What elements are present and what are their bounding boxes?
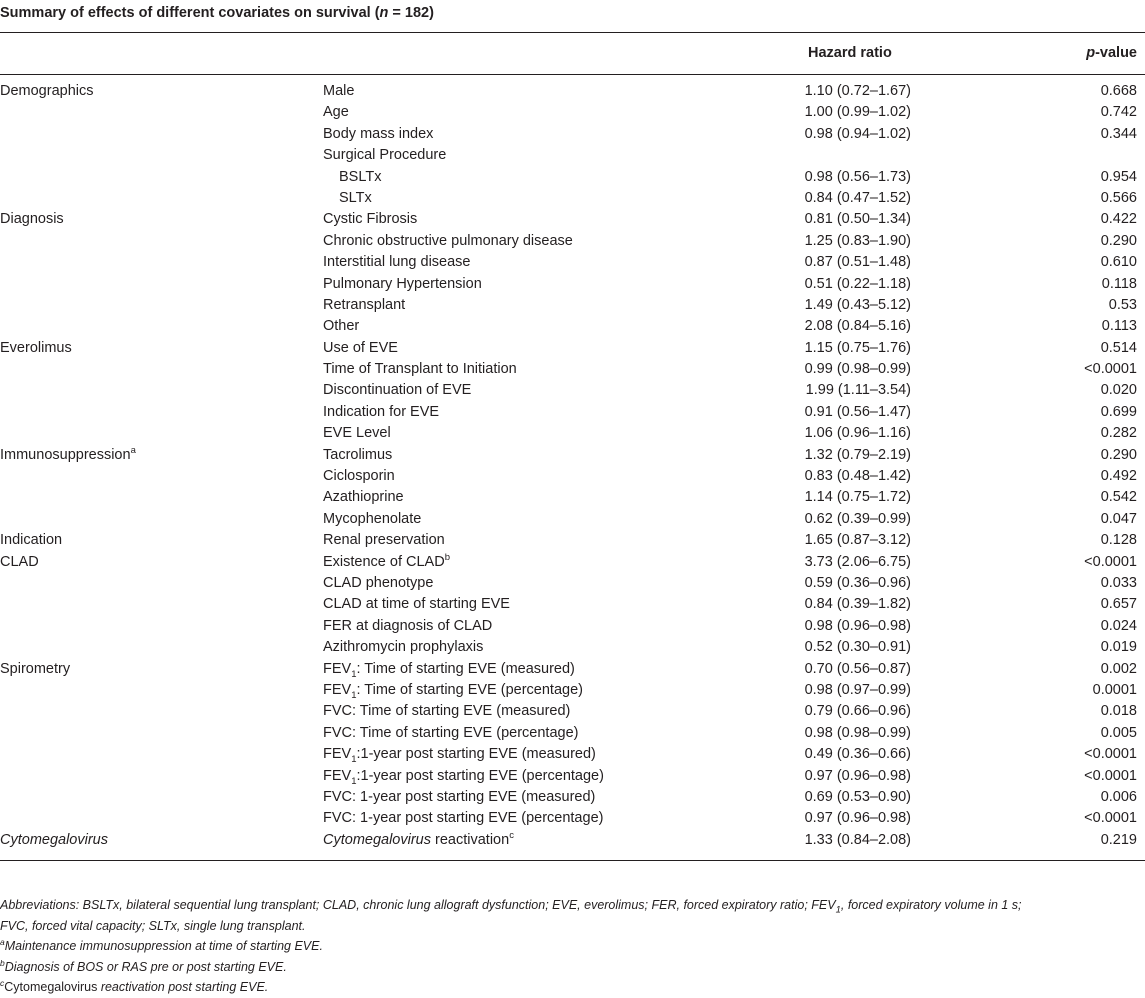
row-group-label: Demographics	[0, 83, 94, 99]
row-hazard-ratio: 0.98 (0.94–1.02)	[804, 125, 911, 142]
row-hazard-ratio: 0.51 (0.22–1.18)	[804, 275, 911, 292]
row-variable-label: Azathioprine	[323, 489, 404, 506]
table-row	[0, 252, 1145, 273]
table-row	[0, 466, 1145, 487]
row-variable-label: SLTx	[339, 189, 372, 206]
row-hazard-ratio: 0.98 (0.97–0.99)	[804, 681, 911, 698]
row-p-value: 0.113	[1101, 318, 1137, 335]
table-row	[0, 573, 1145, 594]
row-hazard-ratio: 0.87 (0.51–1.48)	[804, 254, 911, 271]
table-row	[0, 359, 1145, 380]
table-row	[0, 445, 1145, 466]
row-group-label: Diagnosis	[0, 211, 64, 228]
row-variable-label: Retransplant	[323, 296, 406, 313]
row-p-value: 0.002	[1100, 660, 1137, 677]
row-hazard-ratio: 0.52 (0.30–0.91)	[804, 639, 911, 656]
row-p-value: 0.219	[1100, 831, 1137, 848]
row-hazard-ratio: 1.00 (0.99–1.02)	[804, 104, 911, 121]
footnote-abbreviations-cont: FVC, forced vital capacity; SLTx, single lung transplant.	[0, 918, 306, 933]
row-p-value: 0.954	[1100, 168, 1137, 185]
row-p-value: 0.344	[1100, 125, 1137, 142]
row-variable-label: Cytomegalovirus reactivation$^c$	[323, 829, 514, 848]
row-variable-label: Azithromycin prophylaxis	[323, 639, 484, 656]
row-variable-label: FER at diagnosis of CLAD	[323, 617, 493, 634]
row-variable-label: Other	[323, 318, 360, 335]
table-body	[0, 81, 1145, 851]
row-p-value: 0.492	[1100, 468, 1137, 485]
table-title: Summary of effects of different covariates on survival (n = 182)	[0, 5, 434, 21]
row-hazard-ratio: 0.97 (0.96–0.98)	[804, 810, 911, 827]
row-group-label: Everolimus	[0, 339, 72, 356]
table-row	[0, 81, 1145, 102]
table-row	[0, 423, 1145, 444]
row-p-value: 0.0001	[1092, 681, 1137, 698]
table-row	[0, 744, 1145, 765]
row-hazard-ratio: 2.08 (0.84–5.16)	[804, 318, 911, 335]
row-hazard-ratio: 1.99 (1.11–3.54)	[805, 382, 911, 399]
table-row	[0, 380, 1145, 401]
row-p-value: 0.742	[1100, 104, 1137, 121]
row-group-label: Immunosuppression$^a$	[0, 444, 136, 463]
bottom-rule	[0, 860, 1145, 861]
row-p-value: 0.668	[1100, 83, 1137, 99]
table-row	[0, 530, 1145, 551]
row-p-value: 0.118	[1101, 275, 1137, 292]
table-row	[0, 402, 1145, 423]
table-row	[0, 102, 1145, 123]
row-variable-label: $FEV_1:1$-year post starting EVE (measured)	[323, 746, 596, 765]
table-row	[0, 787, 1145, 808]
row-variable-label: EVE Level	[323, 425, 391, 442]
footnote-c: $^c$Cytomegalovirus reactivation post starting EVE.	[0, 977, 269, 994]
row-p-value: 0.610	[1100, 254, 1137, 271]
row-hazard-ratio: 0.69 (0.53–0.90)	[804, 788, 911, 805]
row-hazard-ratio: 0.49 (0.36–0.66)	[804, 746, 911, 763]
row-group-label: Cytomegalovirus	[0, 831, 108, 848]
table-row	[0, 616, 1145, 637]
row-p-value: 0.566	[1100, 189, 1137, 206]
row-hazard-ratio: 1.32 (0.79–2.19)	[804, 446, 911, 463]
row-hazard-ratio: 0.98 (0.98–0.99)	[804, 724, 911, 741]
table-row	[0, 594, 1145, 615]
footnote-b: $^b$Diagnosis of BOS or RAS pre or post starting EVE.	[0, 957, 287, 974]
table-row	[0, 552, 1145, 573]
table-row	[0, 487, 1145, 508]
row-hazard-ratio: 0.81 (0.50–1.34)	[804, 211, 911, 228]
row-variable-label: Body mass index	[323, 125, 434, 142]
row-variable-label: Male	[323, 83, 355, 99]
table-row	[0, 231, 1145, 252]
row-hazard-ratio: 1.06 (0.96–1.16)	[804, 425, 911, 442]
row-variable-label: Mycophenolate	[323, 510, 422, 527]
row-variable-label: Age	[323, 104, 349, 121]
row-variable-label: Pulmonary Hypertension	[323, 275, 482, 292]
row-variable-label: FVC: 1-year post starting EVE (measured)	[323, 788, 596, 805]
header-hazard-ratio: Hazard ratio	[808, 45, 892, 61]
row-p-value: <0.0001	[1084, 746, 1137, 763]
row-variable-label: CLAD at time of starting EVE	[323, 596, 510, 613]
table-row	[0, 209, 1145, 230]
table-row	[0, 723, 1145, 744]
table-row	[0, 637, 1145, 658]
table-row	[0, 830, 1145, 851]
row-hazard-ratio: 1.15 (0.75–1.76)	[804, 339, 911, 356]
row-p-value: 0.018	[1100, 703, 1137, 720]
row-p-value: 0.290	[1100, 446, 1137, 463]
table-row	[0, 808, 1145, 829]
row-p-value: 0.005	[1100, 724, 1137, 741]
row-hazard-ratio: 0.84 (0.47–1.52)	[804, 189, 911, 206]
row-variable-label: Discontinuation of EVE	[323, 382, 472, 399]
row-p-value: <0.0001	[1084, 767, 1137, 784]
row-group-label: Spirometry	[0, 660, 71, 677]
row-hazard-ratio: 0.83 (0.48–1.42)	[804, 468, 911, 485]
table-row	[0, 274, 1145, 295]
row-variable-label: Chronic obstructive pulmonary disease	[323, 232, 573, 249]
row-variable-label: FVC: 1-year post starting EVE (percentage)	[323, 810, 604, 827]
row-p-value: 0.019	[1100, 639, 1137, 656]
row-hazard-ratio: 0.98 (0.56–1.73)	[804, 168, 911, 185]
footnote-a: $^a$Maintenance immunosuppression at time of starting EVE.	[0, 936, 323, 953]
row-p-value: 0.542	[1100, 489, 1137, 506]
row-variable-label: FVC: Time of starting EVE (measured)	[323, 703, 571, 720]
table-row	[0, 701, 1145, 722]
row-hazard-ratio: 1.49 (0.43–5.12)	[804, 296, 911, 313]
row-p-value: 0.422	[1100, 211, 1137, 228]
row-hazard-ratio: 1.10 (0.72–1.67)	[804, 83, 911, 99]
header-rule	[0, 74, 1145, 75]
row-hazard-ratio: 0.62 (0.39–0.99)	[804, 510, 911, 527]
row-hazard-ratio: 1.25 (0.83–1.90)	[804, 232, 911, 249]
table-row	[0, 766, 1145, 787]
row-variable-label: $FEV_1:1$-year post starting EVE (percentage)	[323, 767, 604, 787]
row-hazard-ratio: 1.14 (0.75–1.72)	[804, 489, 911, 506]
title-n: n	[379, 5, 389, 21]
row-variable-label: Ciclosporin	[323, 468, 395, 485]
row-hazard-ratio: 0.91 (0.56–1.47)	[804, 403, 911, 420]
row-hazard-ratio: 1.65 (0.87–3.12)	[804, 532, 911, 549]
table-row	[0, 188, 1145, 209]
row-variable-label: $FEV_1$: Time of starting EVE (measured)	[323, 660, 575, 680]
table-row	[0, 145, 1145, 166]
row-p-value: 0.282	[1100, 425, 1137, 442]
row-p-value: 0.128	[1100, 532, 1137, 549]
row-p-value: 0.514	[1100, 339, 1137, 356]
row-variable-label: Use of EVE	[323, 339, 398, 356]
table-row	[0, 316, 1145, 337]
row-p-value: <0.0001	[1084, 361, 1137, 378]
table-footnotes	[0, 895, 1145, 998]
footnote-abbreviations: Abbreviations: BSLTx, bilateral sequential lung transplant; CLAD, chronic lung allograft dysfunction; EVE, everolimus; FER, forced expiratory ratio; $FEV_1$, forced expiratory volume in 1 s;	[0, 898, 1022, 916]
row-p-value: 0.657	[1100, 596, 1137, 613]
row-group-label: CLAD	[0, 553, 39, 570]
table-row	[0, 680, 1145, 701]
row-p-value: 0.699	[1100, 403, 1137, 420]
row-variable-label: $FEV_1$: Time of starting EVE (percentage)	[323, 681, 583, 701]
row-p-value: 0.024	[1100, 617, 1137, 634]
row-p-value: 0.53	[1108, 296, 1137, 313]
table-row	[0, 167, 1145, 188]
row-hazard-ratio: 0.97 (0.96–0.98)	[804, 767, 911, 784]
top-rule	[0, 32, 1145, 33]
row-variable-label: Time of Transplant to Initiation	[323, 361, 517, 378]
row-hazard-ratio: 1.33 (0.84–2.08)	[804, 831, 911, 848]
row-variable-label: Renal preservation	[323, 532, 445, 549]
row-variable-label: Tacrolimus	[323, 446, 393, 463]
row-variable-label: CLAD phenotype	[323, 574, 434, 591]
row-variable-label: FVC: Time of starting EVE (percentage)	[323, 724, 579, 741]
row-p-value: <0.0001	[1084, 553, 1137, 570]
header-p-value: p-value	[1086, 45, 1137, 61]
row-variable-label: Cystic Fibrosis	[323, 211, 418, 228]
row-variable-label: Interstitial lung disease	[323, 254, 471, 271]
row-hazard-ratio: 0.79 (0.66–0.96)	[804, 703, 911, 720]
row-hazard-ratio: 0.98 (0.96–0.98)	[804, 617, 911, 634]
table-row	[0, 659, 1145, 680]
row-variable-label: BSLTx	[339, 168, 382, 185]
row-hazard-ratio: 0.99 (0.98–0.99)	[804, 361, 911, 378]
row-p-value: 0.006	[1100, 788, 1137, 805]
row-group-label: Indication	[0, 532, 63, 549]
row-p-value: 0.290	[1100, 232, 1137, 249]
row-variable-label: Indication for EVE	[323, 403, 440, 420]
table-row	[0, 338, 1145, 359]
row-hazard-ratio: 3.73 (2.06–6.75)	[804, 553, 911, 570]
row-p-value: 0.047	[1100, 510, 1137, 527]
row-hazard-ratio: 0.84 (0.39–1.82)	[804, 596, 911, 613]
table-row	[0, 509, 1145, 530]
row-hazard-ratio: 0.70 (0.56–0.87)	[804, 660, 911, 677]
row-p-value: 0.033	[1100, 574, 1137, 591]
table-row	[0, 124, 1145, 145]
row-hazard-ratio: 0.59 (0.36–0.96)	[804, 574, 911, 591]
row-p-value: 0.020	[1100, 382, 1137, 399]
row-variable-label: Surgical Procedure	[323, 147, 447, 164]
row-variable-label: Existence of CLAD$^b$	[323, 551, 450, 570]
row-p-value: <0.0001	[1084, 810, 1137, 827]
table-row	[0, 295, 1145, 316]
